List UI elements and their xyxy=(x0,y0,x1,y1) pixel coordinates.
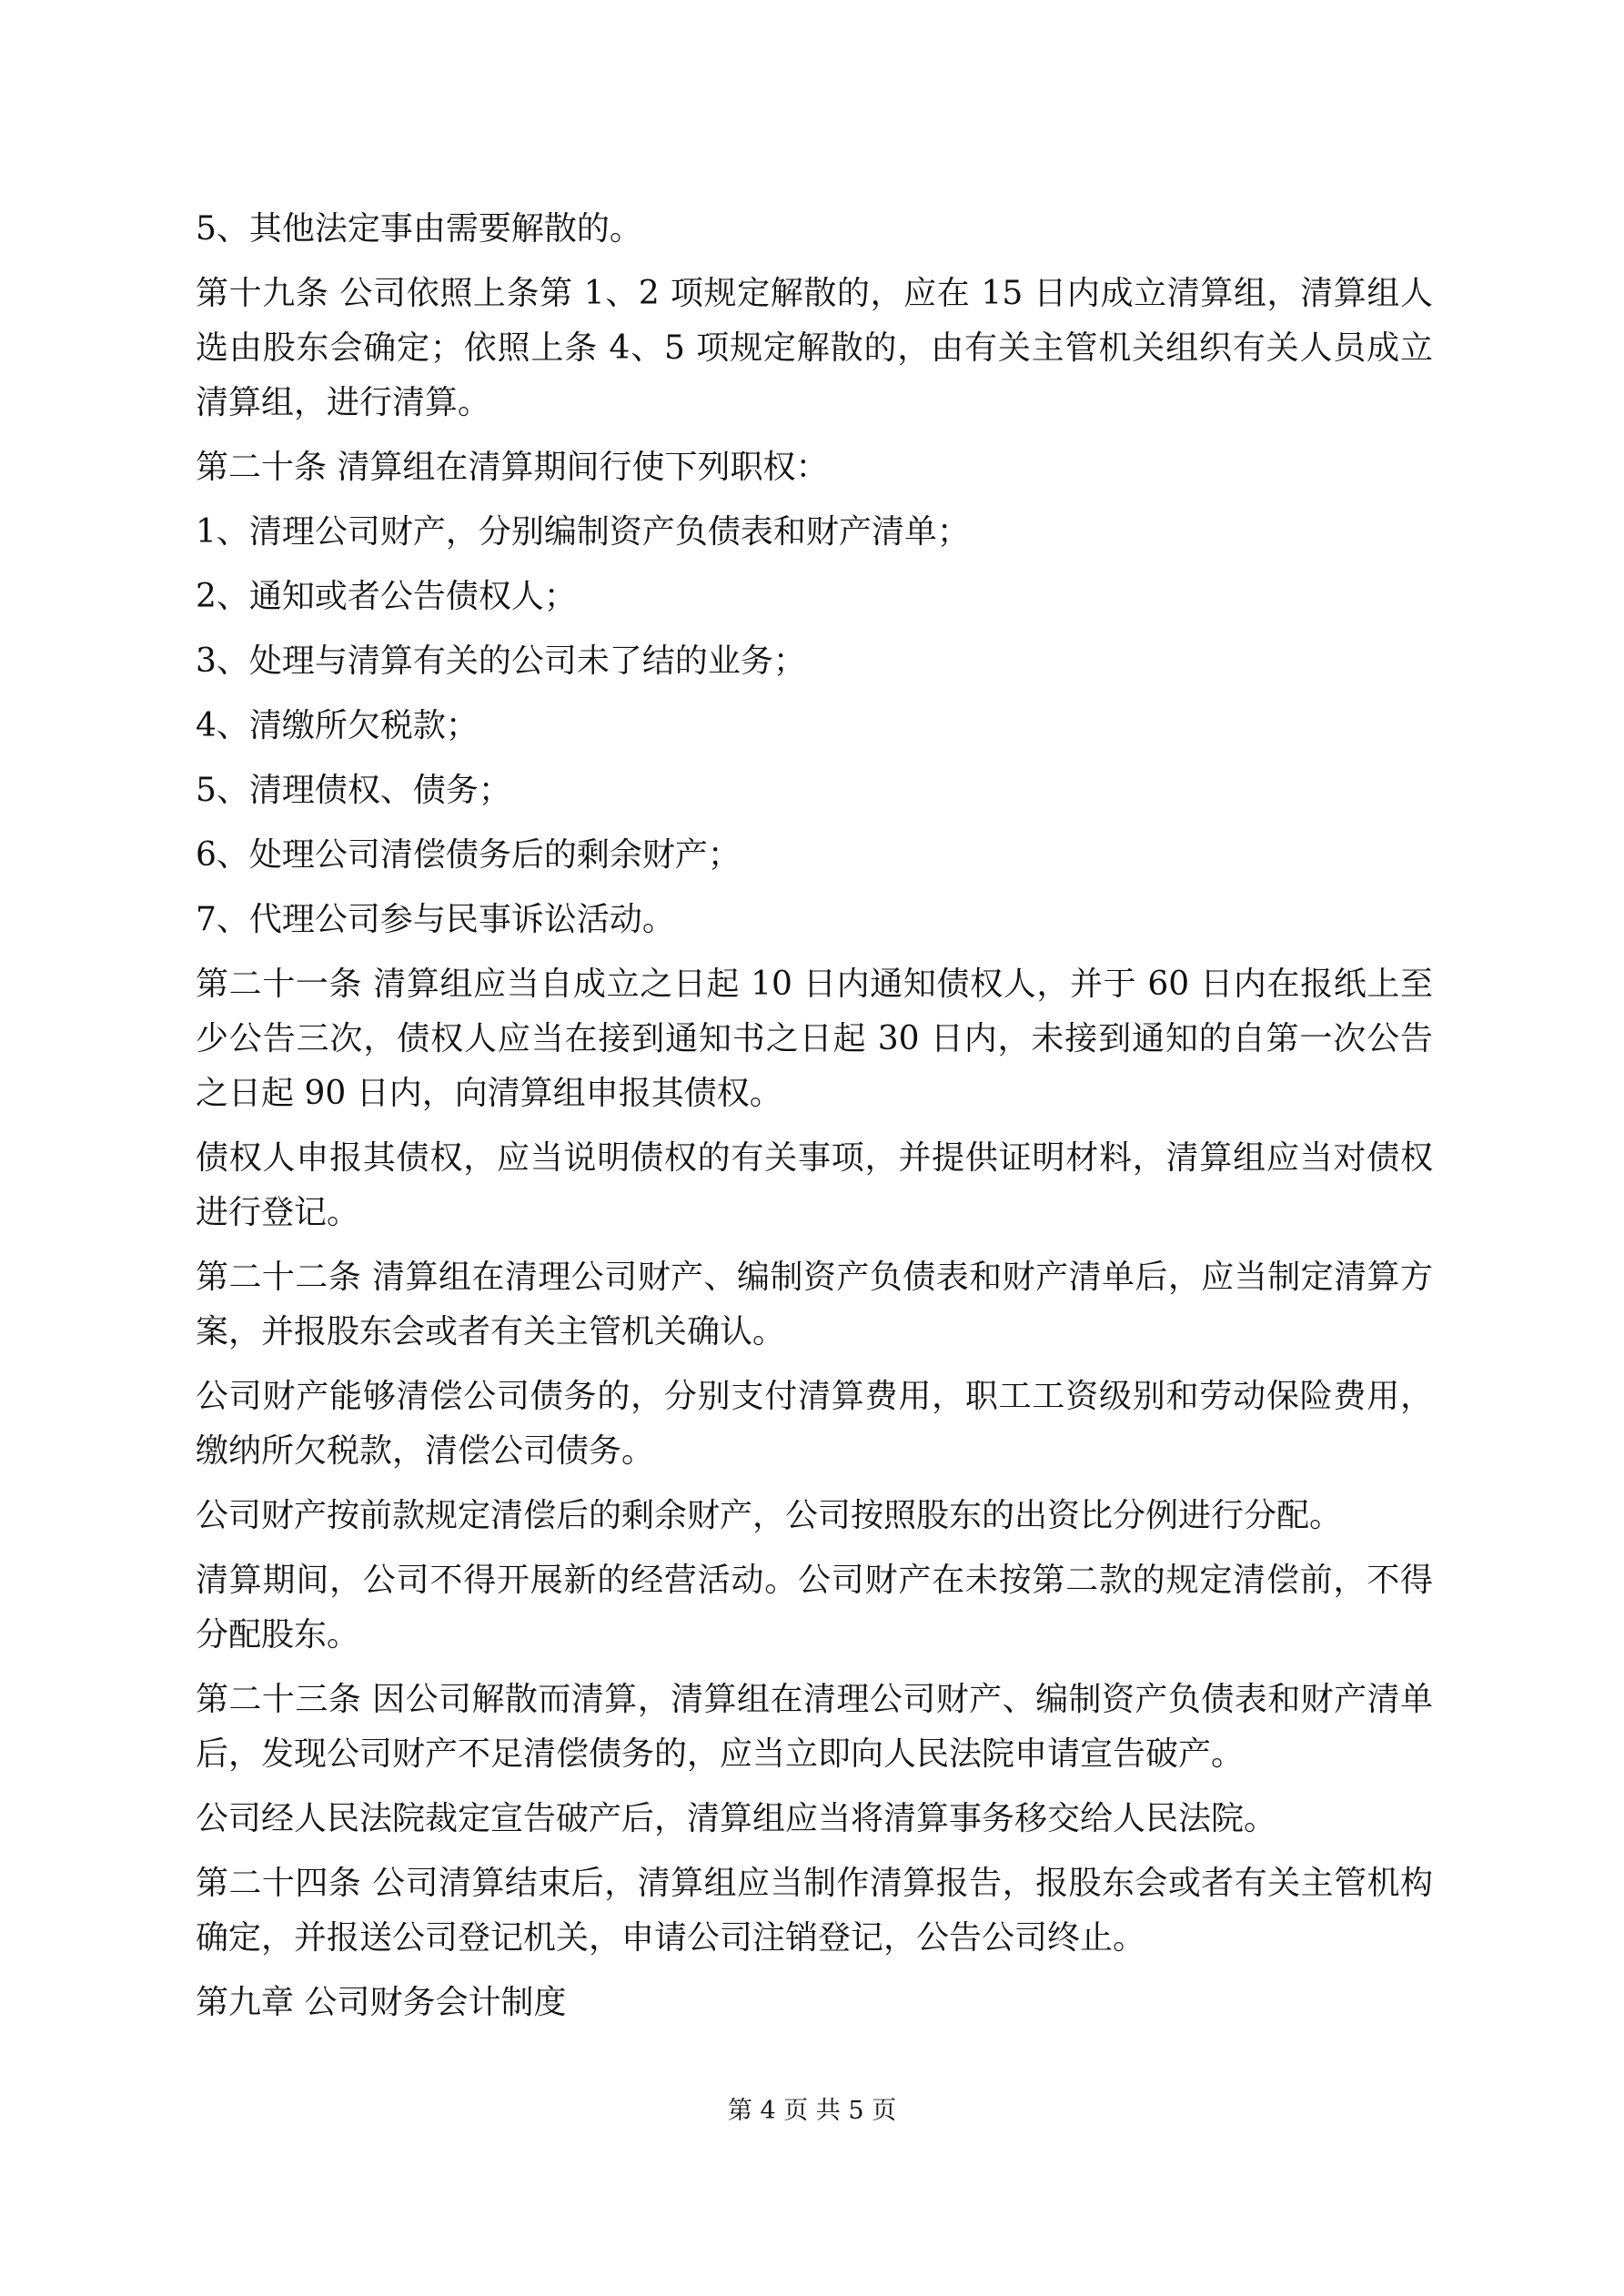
paragraph-5: 2、通知或者公告债权人； xyxy=(196,578,577,615)
paragraph-4: 1、清理公司财产，分别编制资产负债表和财产清单； xyxy=(196,513,970,551)
paragraph-14: 公司财产能够清偿公司债务的，分别支付清算费用，职工工资级别和劳动保险费用，缴纳所欠税款，清偿公司债务。 xyxy=(196,1378,1433,1470)
paragraph-10: 7、代理公司参与民事诉讼活动。 xyxy=(196,901,675,938)
paragraph-13: 第二十二条 清算组在清理公司财产、编制资产负债表和财产清单后，应当制定清算方案，并报股东会或者有关主管机关确认。 xyxy=(196,1259,1433,1350)
chapter-heading: 第九章 公司财务会计制度 xyxy=(196,1984,567,2021)
paragraph-9: 6、处理公司清偿债务后的剩余财产； xyxy=(196,836,741,874)
paragraph-3: 第二十条 清算组在清算期间行使下列职权： xyxy=(196,449,829,486)
paragraph-19: 第二十四条 公司清算结束后，清算组应当制作清算报告，报股东会或者有关主管机构确定，并报送公司登记机关，申请公司注销登记，公告公司终止。 xyxy=(196,1865,1433,1957)
paragraph-15: 公司财产按前款规定清偿后的剩余财产，公司按照股东的出资比分例进行分配。 xyxy=(196,1497,1343,1534)
paragraph-8: 5、清理债权、债务； xyxy=(196,772,511,809)
page-footer: 第 4 页 共 5 页 xyxy=(727,2097,897,2125)
paragraph-18: 公司经人民法院裁定宣告破产后，清算组应当将清算事务移交给人民法院。 xyxy=(196,1800,1277,1837)
paragraph-11: 第二十一条 清算组应当自成立之日起 10 日内通知债权人，并于 60 日内在报纸上至少公告三次，债权人应当在接到通知书之日起 30 日内，未接到通知的自第一次公告之日起 90 日内，向清算组申报其债权。 xyxy=(196,966,1433,1112)
paragraph-1: 5、其他法定事由需要解散的。 xyxy=(196,210,642,248)
paragraph-2: 第十九条 公司依照上条第 1、2 项规定解散的，应在 15 日内成立清算组，清算组人选由股东会确定；依照上条 4、5 项规定解散的，由有关主管机关组织有关人员成立清算组，进行清算。 xyxy=(196,275,1433,421)
paragraph-7: 4、清缴所欠税款； xyxy=(196,707,479,744)
paragraph-16: 清算期间，公司不得开展新的经营活动。公司财产在未按第二款的规定清偿前，不得分配股东。 xyxy=(196,1562,1433,1654)
paragraph-6: 3、处理与清算有关的公司未了结的业务； xyxy=(196,642,806,680)
paragraph-12: 债权人申报其债权，应当说明债权的有关事项，并提供证明材料，清算组应当对债权进行登记。 xyxy=(196,1139,1433,1231)
paragraph-17: 第二十三条 因公司解散而清算，清算组在清理公司财产、编制资产负债表和财产清单后，发现公司财产不足清偿债务的，应当立即向人民法院申请宣告破产。 xyxy=(196,1681,1433,1773)
document-body xyxy=(196,202,1433,2040)
